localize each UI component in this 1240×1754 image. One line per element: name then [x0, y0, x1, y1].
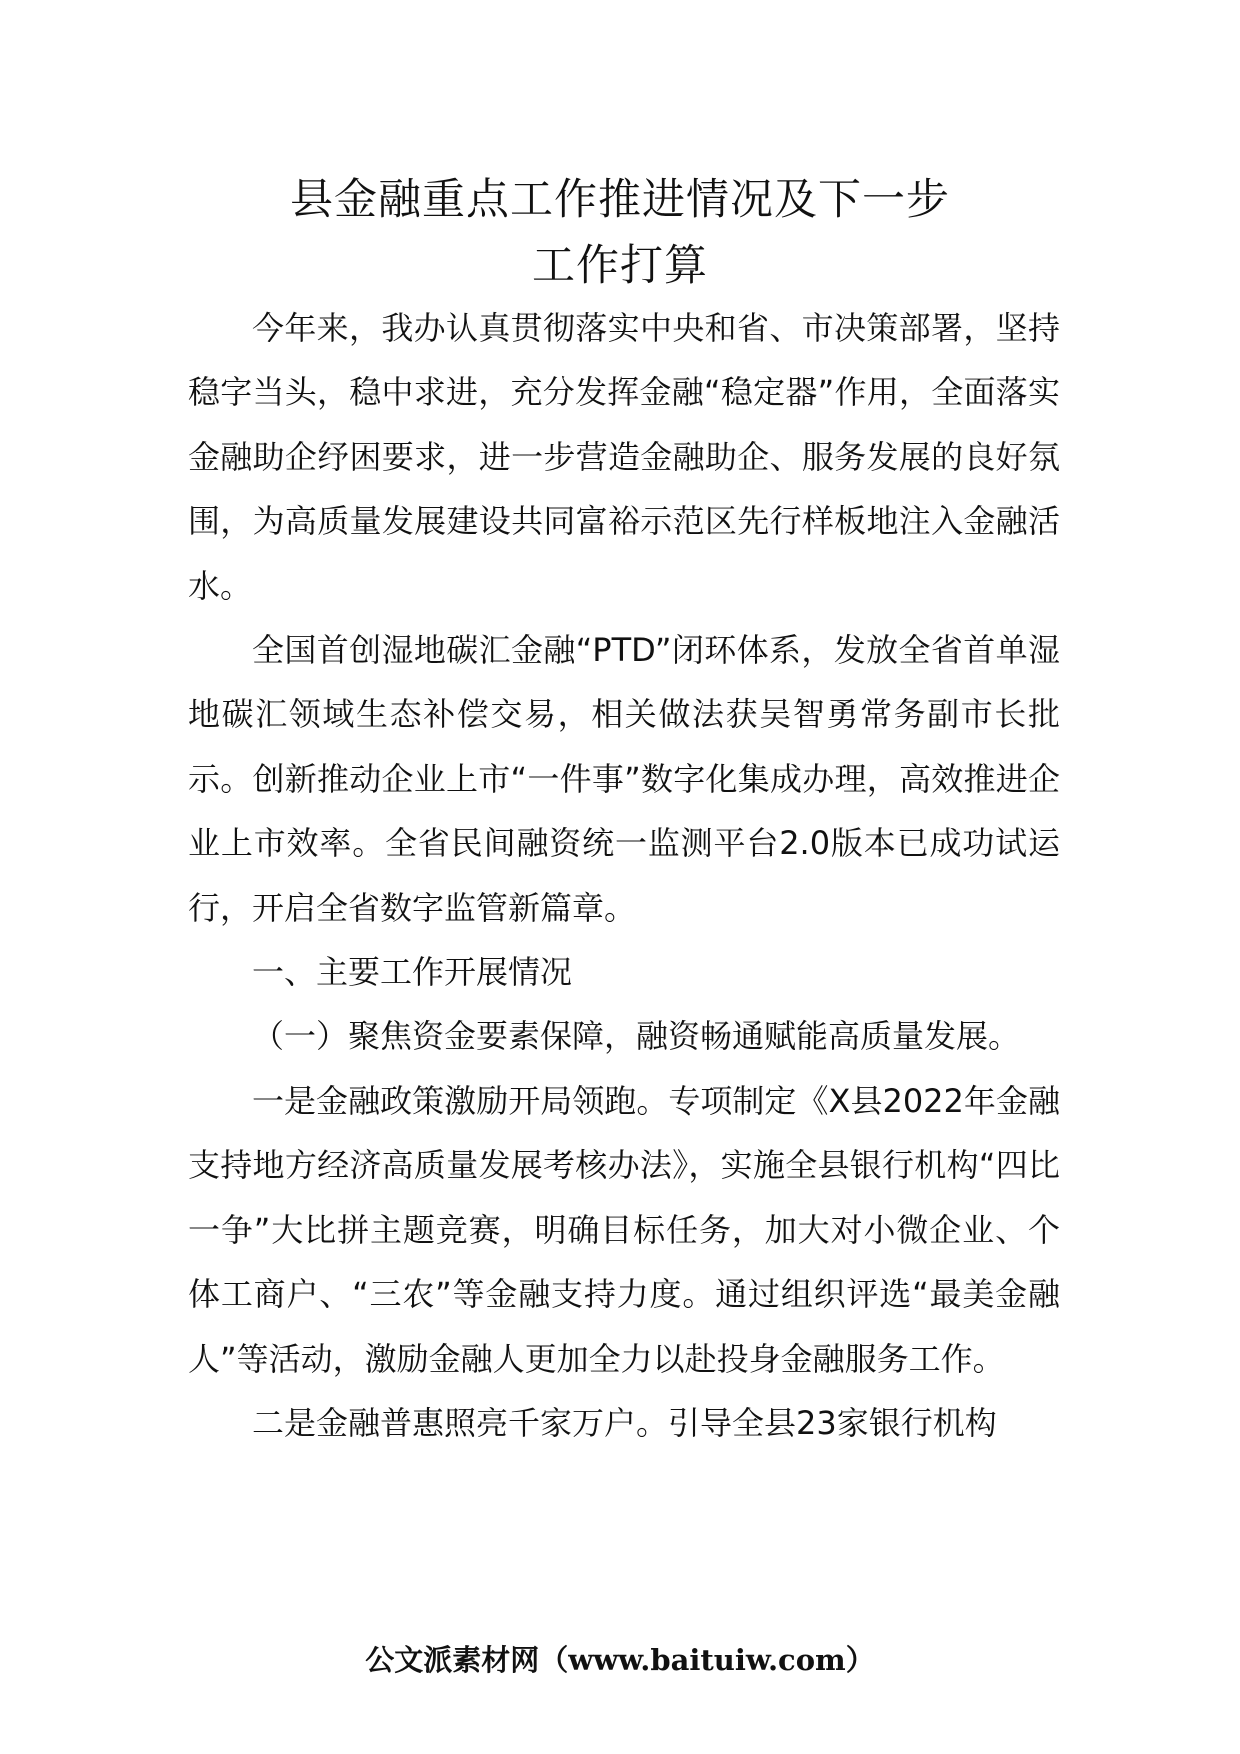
document-title-line-2: 工作打算 — [532, 241, 708, 291]
paragraph-item-2: 二是金融普惠照亮千家万户。引导全县23家银行机构 — [252, 1403, 997, 1442]
paragraph-intro: 今年来，我办认真贯彻落实中央和省、市决策部署，坚持稳字当头，稳中求进，充分发挥金融“稳定器”作用，全面落实金融助企纾困要求，进一步营造金融助企、服务发展的良好氛围，为高质量发展建设共同富裕示范区先行样板地注入金融活水。 — [188, 309, 1060, 605]
document-body — [188, 296, 1060, 1455]
document-title-line-1: 县金融重点工作推进情况及下一步 — [290, 175, 950, 225]
paragraph-highlights: 全国首创湿地碳汇金融“PTD”闭环体系，发放全省首单湿地碳汇领域生态补偿交易，相关做法获吴智勇常务副市长批示。创新推动企业上市“一件事”数字化集成办理，高效推进企业上市效率。全省民间融资统一监测平台2.0版本已成功试运行，开启全省数字监管新篇章。 — [188, 631, 1060, 927]
paragraph-item-1: 一是金融政策激励开局领跑。专项制定《X县2022年金融支持地方经济高质量发展考核办法》，实施全县银行机构“四比一争”大比拼主题竞赛，明确目标任务，加大对小微企业、个体工商户、“三农”等金融支持力度。通过组织评选“最美金融人”等活动，激励金融人更加全力以赴投身金融服务工作。 — [188, 1081, 1060, 1378]
section-heading: 一、主要工作开展情况 — [252, 953, 573, 992]
footer-watermark: 公文派素材网（www.baituiw.com） — [365, 1643, 875, 1677]
subsection-heading: （一）聚焦资金要素保障，融资畅通赋能高质量发展。 — [252, 1017, 1021, 1056]
